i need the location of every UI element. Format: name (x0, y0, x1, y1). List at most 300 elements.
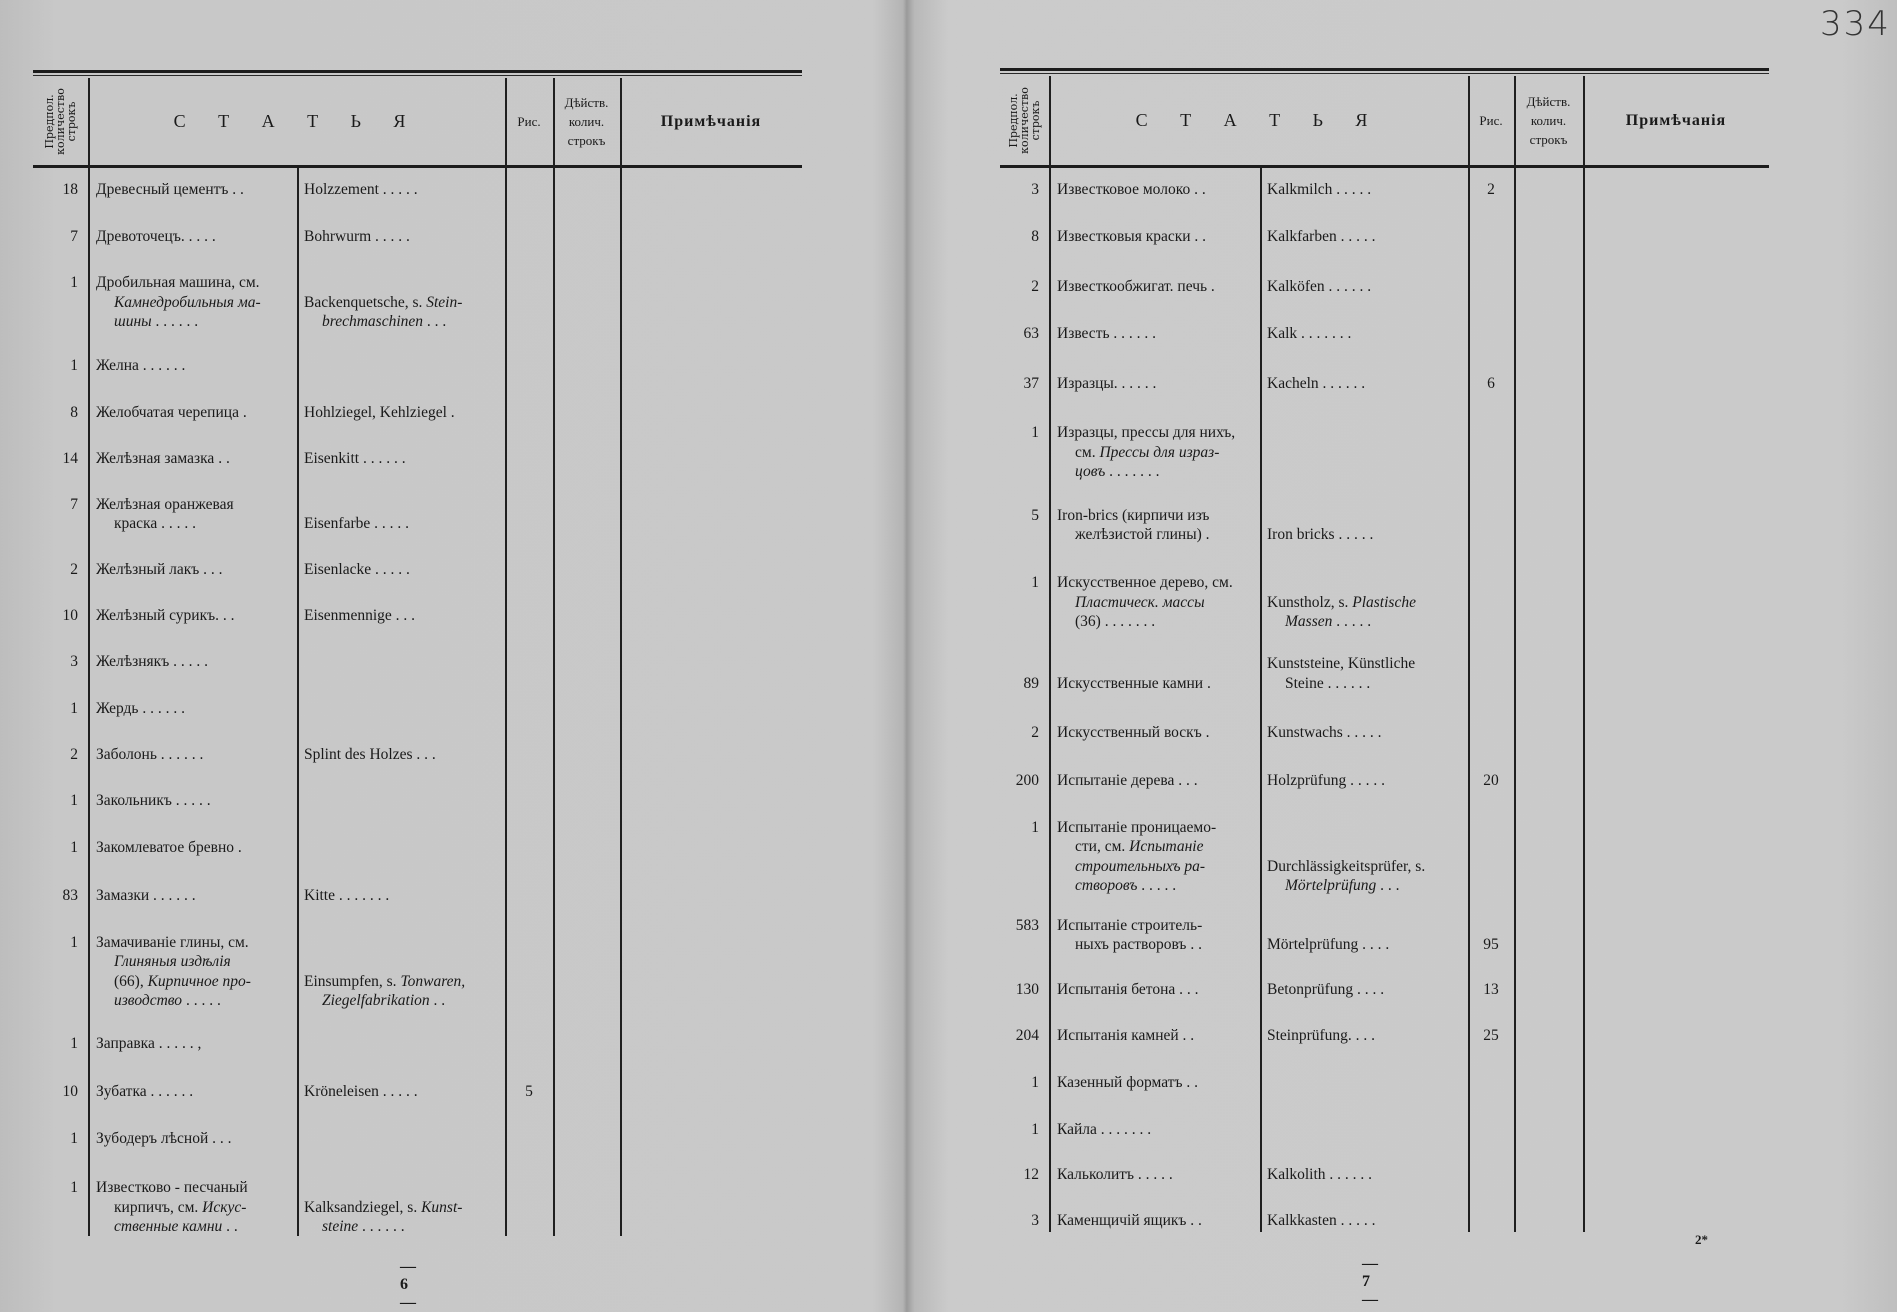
planned-lines-count: 18 (62, 181, 78, 199)
article-russian (96, 495, 293, 534)
article-russian (96, 273, 293, 331)
article-russian-line (96, 273, 293, 292)
page-number: — 6 — (400, 1258, 416, 1311)
table-row (37, 933, 802, 1011)
top-rule-thin (33, 75, 802, 76)
article-russian (1057, 374, 1256, 393)
handwritten-archive-number: 334 (1820, 4, 1891, 44)
table-row (37, 791, 802, 810)
article-russian (1057, 818, 1256, 896)
article-german-line (1267, 857, 1463, 876)
text-segment: . . . . . (182, 991, 221, 1009)
planned-lines-count: 7 (70, 495, 78, 513)
italic-segment: строительныхъ ра- (1075, 857, 1206, 875)
article-russian-line (1057, 916, 1256, 935)
article-russian-line (96, 560, 293, 579)
planned-lines-count: 2 (70, 561, 78, 579)
article-german (304, 227, 500, 246)
text-segment: Закольникъ . . . . . (96, 792, 211, 810)
table-row (1004, 771, 1769, 790)
figure-number: 5 (525, 1082, 533, 1100)
text-segment: . . . (423, 313, 447, 331)
article-russian-line (96, 1217, 293, 1236)
header-line: колич. (568, 114, 605, 129)
planned-lines-count: 1 (1031, 1121, 1039, 1139)
article-russian (1057, 980, 1256, 999)
article-german-line (1267, 771, 1463, 790)
article-russian-line (1057, 1211, 1256, 1230)
text-segment: Испытаніе проницаемо- (1057, 818, 1217, 836)
text-segment: Eisenmennige . . . (304, 607, 416, 625)
italic-segment: Глиняныя издѣлія (114, 953, 231, 971)
article-russian-line (1057, 1073, 1256, 1092)
article-german (1267, 525, 1463, 544)
figure-number: 6 (1487, 374, 1495, 392)
text-segment: Holzprüfung . . . . . (1267, 771, 1385, 789)
text-segment: Изразцы. . . . . . (1057, 374, 1157, 392)
text-segment: краска . . . . . (114, 515, 196, 533)
article-russian-line (1057, 980, 1256, 999)
figure-number: 25 (1483, 1026, 1499, 1044)
header-actual-lines (1514, 76, 1583, 165)
table-row (37, 1129, 802, 1148)
text-segment: . . (222, 1218, 238, 1236)
table-row (37, 886, 802, 905)
article-russian (1057, 723, 1256, 742)
table-row (37, 838, 802, 857)
article-german-line (304, 560, 500, 579)
header-actual-lines (553, 78, 620, 165)
article-german (1267, 374, 1463, 393)
text-segment: Казенный форматъ . . (1057, 1074, 1198, 1092)
article-german (304, 403, 500, 422)
figure-number: 2 (1487, 181, 1495, 199)
article-german-line (1267, 723, 1463, 742)
article-german (1267, 1211, 1463, 1230)
planned-lines-count: 2 (70, 746, 78, 764)
text-segment: Кайла . . . . . . . (1057, 1121, 1152, 1139)
figure-number: 20 (1483, 771, 1499, 789)
article-german-line (304, 1217, 500, 1236)
article-russian-line (96, 699, 293, 718)
planned-lines-count: 3 (1031, 1212, 1039, 1230)
planned-lines-count: 3 (70, 653, 78, 671)
planned-lines-count: 1 (70, 700, 78, 718)
header-figure: Рис. (1479, 113, 1503, 128)
table-row (1004, 1165, 1769, 1184)
header-line: количество (1018, 87, 1032, 154)
text-segment: (36) . . . . . . . (1075, 613, 1156, 631)
header-line: строкъ (1529, 132, 1568, 147)
article-russian-line (96, 886, 293, 905)
signature-mark: 2* (1695, 1232, 1708, 1247)
italic-segment: Пластическ. массы (1075, 593, 1205, 611)
text-segment: Iron-brics (кирпичи изъ (1057, 506, 1210, 524)
article-german (1267, 227, 1463, 246)
article-russian-line (96, 293, 293, 312)
article-russian-line (1057, 374, 1256, 393)
text-segment: . . . . . . (151, 313, 199, 331)
table-row (37, 449, 802, 468)
text-segment: Древесный цементъ . . (96, 181, 244, 199)
text-segment: Kalk . . . . . . . (1267, 325, 1352, 343)
header-line: строкъ (65, 101, 79, 142)
table-row (1004, 1211, 1769, 1230)
text-segment: Известковое молоко . . (1057, 181, 1206, 199)
header-planned-lines (1000, 76, 1049, 165)
article-russian-line (1057, 573, 1256, 592)
planned-lines-count: 8 (1031, 228, 1039, 246)
header-line: строкъ (1029, 100, 1043, 141)
text-segment: Искусственное дерево, см. (1057, 574, 1233, 592)
text-segment: Durchlässigkeitsprüfer, s. (1267, 857, 1426, 875)
article-russian-line (96, 227, 293, 246)
article-russian (1057, 1120, 1256, 1139)
text-segment: кирпичъ, см. (114, 1198, 203, 1216)
planned-lines-count: 2 (1031, 277, 1039, 295)
article-german-line (304, 1082, 500, 1101)
header-line: Предпол. (43, 94, 57, 149)
article-german-line (1267, 1165, 1463, 1184)
text-segment: (66), (114, 972, 148, 990)
article-russian-line (96, 952, 293, 971)
article-german-line (304, 1198, 500, 1217)
article-german (304, 293, 500, 332)
article-russian-line (1057, 1120, 1256, 1139)
article-russian (96, 745, 293, 764)
italic-segment: шины (114, 313, 152, 331)
article-russian-line (96, 356, 293, 375)
italic-segment: steine (322, 1218, 359, 1236)
text-segment: Kalkolith . . . . . . (1267, 1166, 1373, 1184)
article-german-line (1267, 1026, 1463, 1045)
table-row (37, 745, 802, 764)
article-russian (1057, 1026, 1256, 1045)
italic-segment: ственные камни (114, 1218, 223, 1236)
article-german-line (304, 745, 500, 764)
article-german (304, 745, 500, 764)
article-russian (96, 791, 293, 810)
text-segment: Испытанія камней . . (1057, 1026, 1195, 1044)
article-german (304, 972, 500, 1011)
italic-segment: Кирпичное про- (147, 972, 251, 990)
article-russian (1057, 324, 1256, 343)
article-russian-line (1057, 227, 1256, 246)
article-russian-line (96, 745, 293, 764)
article-russian-line (1057, 818, 1256, 837)
article-german-line (1267, 674, 1463, 693)
text-segment: Каменщичій ящикъ . . (1057, 1212, 1202, 1230)
text-segment: желѣзистой глины) . (1075, 526, 1210, 544)
planned-lines-count: 1 (70, 1035, 78, 1053)
text-segment: Испытаніе строитель- (1057, 916, 1203, 934)
article-russian-line (96, 606, 293, 625)
planned-lines-count: 12 (1023, 1166, 1039, 1184)
text-segment: Einsumpfen, s. (304, 972, 401, 990)
top-rule-thin (1000, 73, 1769, 74)
text-segment: Kunstholz, s. (1267, 593, 1353, 611)
header-line: колич. (1530, 113, 1567, 128)
text-segment: Splint des Holzes . . . (304, 746, 436, 764)
article-german-line (304, 886, 500, 905)
text-segment: . . . . . (1137, 877, 1177, 895)
article-russian (96, 449, 293, 468)
article-german (304, 560, 500, 579)
article-russian (1057, 180, 1256, 199)
italic-segment: Искус- (202, 1198, 247, 1216)
table-row (1004, 1026, 1769, 1045)
table-row (1004, 655, 1769, 694)
article-russian-line (96, 1129, 293, 1148)
article-russian-line (1057, 443, 1256, 462)
article-german-line (304, 403, 500, 422)
article-german (304, 1198, 500, 1237)
article-german-line (1267, 277, 1463, 296)
table-row (1004, 818, 1769, 896)
header-notes: Примѣчанія (660, 112, 762, 130)
article-russian-line (96, 1034, 293, 1053)
article-russian-line (96, 312, 293, 331)
italic-segment: Tonwaren, (400, 972, 466, 990)
article-german (1267, 771, 1463, 790)
article-german-line (304, 227, 500, 246)
planned-lines-count: 1 (70, 792, 78, 810)
article-russian (96, 1082, 293, 1101)
article-german (1267, 593, 1463, 632)
text-segment: Заправка . . . . . , (96, 1035, 202, 1053)
article-russian (96, 356, 293, 375)
header-line: количество (54, 88, 68, 155)
article-german-line (304, 312, 500, 331)
text-segment: Дробильная машина, см. (96, 274, 260, 292)
text-segment: Holzzement . . . . . (304, 181, 418, 199)
text-segment: Betonprüfung . . . . (1267, 980, 1385, 998)
text-segment: Hohlziegel, Kehlziegel . (304, 403, 455, 421)
article-german (304, 449, 500, 468)
header-line: строкъ (567, 133, 606, 148)
planned-lines-count: 10 (62, 1082, 78, 1100)
article-german (304, 1082, 500, 1101)
text-segment: Kalkfarben . . . . . (1267, 228, 1376, 246)
article-german (1267, 723, 1463, 742)
article-german-line (1267, 876, 1463, 895)
article-russian-line (96, 449, 293, 468)
text-segment: Желѣзный сурикъ. . . (96, 607, 235, 625)
table-row (37, 227, 802, 246)
table-row (37, 356, 802, 375)
text-segment: . . (429, 991, 446, 1009)
article-russian (1057, 506, 1256, 545)
table-row (1004, 1120, 1769, 1139)
text-segment: Заболонь . . . . . . (96, 746, 204, 764)
article-russian (96, 1129, 293, 1148)
article-german (1267, 324, 1463, 343)
table-row (37, 1178, 802, 1236)
text-segment: Kalköfen . . . . . . (1267, 277, 1372, 295)
text-segment: Kalkkasten . . . . . (1267, 1212, 1376, 1230)
planned-lines-count: 14 (62, 449, 78, 467)
italic-segment: изводство (114, 991, 183, 1009)
article-german-line (1267, 654, 1463, 673)
article-russian-line (1057, 723, 1256, 742)
article-russian-line (1057, 935, 1256, 954)
header-figure: Рис. (517, 114, 541, 129)
article-russian (1057, 1211, 1256, 1230)
table-row (1004, 277, 1769, 296)
article-russian-line (1057, 876, 1256, 895)
table-row (37, 1082, 802, 1101)
text-segment: Желна . . . . . . (96, 356, 186, 374)
text-segment: Eisenkitt . . . . . . (304, 449, 406, 467)
text-segment: Kalksandziegel, s. (304, 1198, 422, 1216)
article-russian-line (96, 791, 293, 810)
article-russian (96, 606, 293, 625)
article-russian-line (1057, 506, 1256, 525)
article-german (1267, 980, 1463, 999)
article-russian (96, 838, 293, 857)
article-russian (1057, 277, 1256, 296)
planned-lines-count: 10 (62, 607, 78, 625)
article-russian-line (1057, 837, 1256, 856)
table-row (1004, 980, 1769, 999)
text-segment: Eisenlacke . . . . . (304, 561, 410, 579)
article-german-line (1267, 324, 1463, 343)
article-russian-line (96, 514, 293, 533)
article-german (1267, 654, 1463, 693)
article-russian-line (96, 1198, 293, 1217)
text-segment: Желѣзный лакъ . . . (96, 561, 223, 579)
planned-lines-count: 130 (1015, 980, 1039, 998)
article-german-line (1267, 227, 1463, 246)
planned-lines-count: 83 (62, 886, 78, 904)
article-russian (96, 886, 293, 905)
header-planned-lines-text (44, 88, 77, 155)
article-german (1267, 935, 1463, 954)
text-segment: Steinprüfung. . . . (1267, 1026, 1376, 1044)
header-article: С Т А Т Ь Я (173, 111, 420, 131)
table-row (1004, 180, 1769, 199)
article-russian (1057, 1165, 1256, 1184)
table-row (1004, 227, 1769, 246)
article-russian-line (96, 838, 293, 857)
article-german (1267, 277, 1463, 296)
article-german-line (304, 606, 500, 625)
text-segment: Желобчатая черепица . (96, 403, 247, 421)
article-russian (96, 652, 293, 671)
planned-lines-count: 1 (70, 933, 78, 951)
table-row (1004, 423, 1769, 481)
article-russian (96, 1034, 293, 1053)
text-segment: Зубатка . . . . . . (96, 1082, 194, 1100)
table-row (37, 1034, 802, 1053)
article-russian-line (1057, 674, 1256, 693)
text-segment: Желѣзнякъ . . . . . (96, 653, 208, 671)
article-german-line (1267, 612, 1463, 631)
article-german-line (304, 293, 500, 312)
article-russian-line (96, 1178, 293, 1197)
italic-segment: Massen (1285, 613, 1333, 631)
figure-number: 95 (1483, 936, 1499, 954)
planned-lines-count: 1 (70, 274, 78, 292)
article-german-line (304, 972, 500, 991)
article-russian (1057, 573, 1256, 631)
article-german-line (1267, 180, 1463, 199)
planned-lines-count: 8 (70, 403, 78, 421)
article-german-line (304, 991, 500, 1010)
text-segment: Bohrwurm . . . . . (304, 228, 410, 246)
planned-lines-count: 1 (1031, 818, 1039, 836)
text-segment: Испытанія бетона . . . (1057, 980, 1199, 998)
article-german (304, 514, 500, 533)
italic-segment: Stein- (426, 293, 463, 311)
text-segment: Iron bricks . . . . . (1267, 526, 1374, 544)
page-number: — 7 — (1362, 1255, 1378, 1308)
article-russian (1057, 916, 1256, 955)
header-notes: Примѣчанія (1625, 111, 1727, 129)
article-russian-line (1057, 1026, 1256, 1045)
text-segment: Искусственные камни . (1057, 674, 1211, 692)
text-segment: Известково - песчаный (96, 1179, 248, 1197)
planned-lines-count: 63 (1023, 325, 1039, 343)
text-segment: Кальколитъ . . . . . (1057, 1166, 1173, 1184)
article-russian-line (1057, 525, 1256, 544)
planned-lines-count: 1 (70, 356, 78, 374)
text-segment: Желѣзная замазка . . (96, 449, 230, 467)
text-segment: Искусственный воскъ . (1057, 724, 1210, 742)
article-russian-line (96, 1082, 293, 1101)
article-russian-line (1057, 593, 1256, 612)
text-segment: Kunstwachs . . . . . (1267, 724, 1382, 742)
planned-lines-count: 204 (1015, 1026, 1039, 1044)
article-german-line (304, 514, 500, 533)
article-russian (96, 1178, 293, 1236)
italic-segment: Испытаніе (1129, 838, 1204, 856)
text-segment: Испытаніе дерева . . . (1057, 771, 1198, 789)
text-segment: . . . . . . . (1105, 463, 1160, 481)
table-row (37, 403, 802, 422)
top-rule-thick (1000, 68, 1769, 71)
article-german (304, 606, 500, 625)
text-segment: Mörtelprüfung . . . . (1267, 936, 1390, 954)
italic-segment: Прессы для израз- (1099, 443, 1220, 461)
article-german (304, 886, 500, 905)
article-russian-line (96, 403, 293, 422)
table-row (1004, 374, 1769, 393)
text-segment: Известь . . . . . . (1057, 325, 1157, 343)
text-segment: Древоточецъ. . . . . (96, 228, 216, 246)
header-bottom-rule (33, 165, 802, 168)
article-russian-line (1057, 180, 1256, 199)
italic-segment: Mörtelprüfung (1285, 877, 1377, 895)
table-row (37, 560, 802, 579)
article-german-line (304, 180, 500, 199)
article-russian (96, 227, 293, 246)
article-german (1267, 1026, 1463, 1045)
text-segment: Eisenfarbe . . . . . (304, 515, 410, 533)
planned-lines-count: 1 (1031, 1074, 1039, 1092)
text-segment: Backenquetsche, s. (304, 293, 427, 311)
header-bottom-rule (1000, 165, 1769, 168)
italic-segment: brechmaschinen (322, 313, 424, 331)
article-german (304, 180, 500, 199)
article-russian (96, 180, 293, 199)
planned-lines-count: 1 (70, 1179, 78, 1197)
planned-lines-count: 7 (70, 228, 78, 246)
planned-lines-count: 1 (1031, 574, 1039, 592)
top-rule-thick (33, 70, 802, 73)
table-row (1004, 573, 1769, 631)
text-segment: Kalkmilch . . . . . (1267, 181, 1372, 199)
